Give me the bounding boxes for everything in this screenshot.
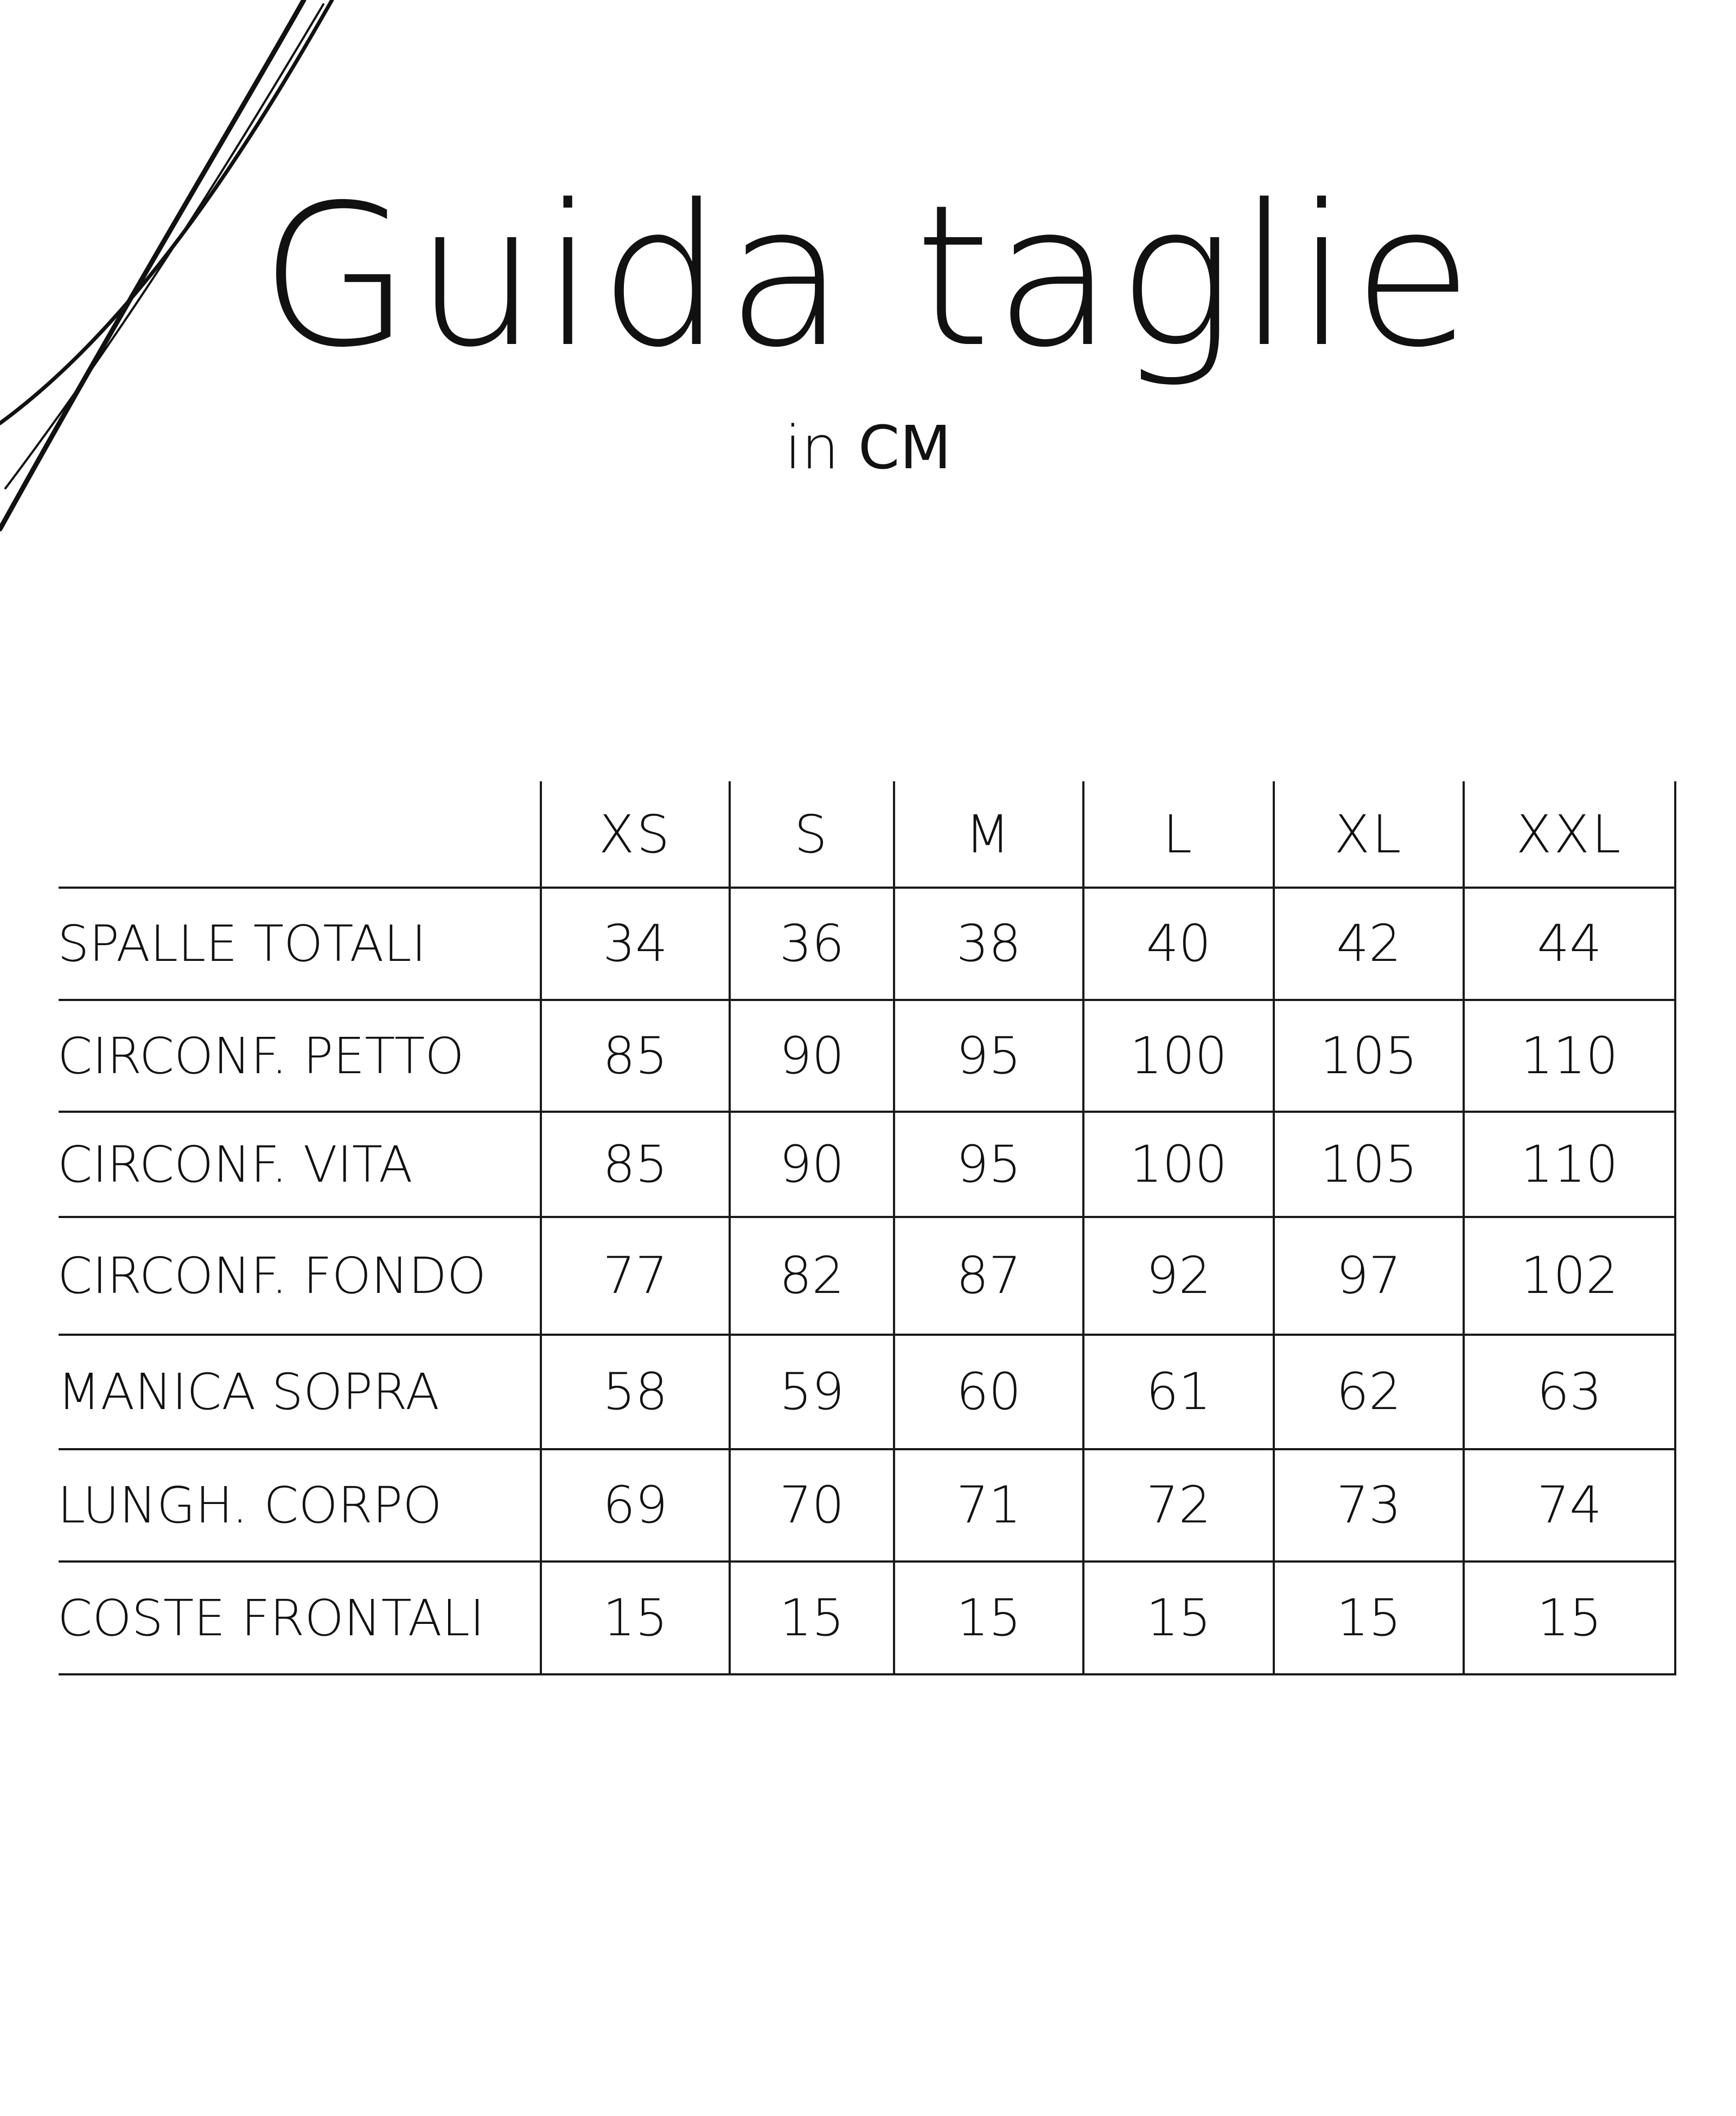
measurement-value: 110	[1521, 1026, 1618, 1086]
size-header-xl: XL	[1334, 804, 1403, 865]
subtitle-prefix: in	[784, 413, 839, 482]
page-title: Guida taglie	[259, 163, 1477, 390]
measurement-value: 15	[1146, 1588, 1211, 1648]
measurement-value: 77	[603, 1246, 668, 1305]
measurement-value: 74	[1537, 1476, 1602, 1535]
measurement-value: 61	[1146, 1362, 1211, 1422]
measurement-value: 59	[779, 1362, 845, 1422]
measurement-value: 110	[1521, 1135, 1618, 1194]
measurement-value: 73	[1336, 1476, 1401, 1535]
measurement-value: 85	[603, 1026, 668, 1086]
measurement-value: 105	[1320, 1026, 1418, 1086]
measurement-value: 42	[1336, 914, 1401, 973]
measurement-value: 102	[1521, 1246, 1618, 1305]
measurement-value: 71	[956, 1476, 1022, 1535]
measurement-value: 90	[779, 1026, 845, 1086]
measurement-label: MANICA SOPRA	[58, 1363, 440, 1421]
measurement-label: COSTE FRONTALI	[58, 1589, 485, 1647]
measurement-value: 100	[1129, 1026, 1228, 1086]
measurement-value: 82	[779, 1246, 845, 1305]
measurement-value: 100	[1129, 1135, 1228, 1194]
measurement-value: 72	[1146, 1476, 1211, 1535]
measurement-value: 95	[956, 1026, 1022, 1086]
measurement-value: 34	[603, 914, 668, 973]
measurement-value: 36	[779, 914, 845, 973]
measurement-value: 95	[956, 1135, 1022, 1194]
measurement-value: 15	[956, 1588, 1022, 1648]
measurement-value: 63	[1537, 1362, 1602, 1422]
size-header-xxl: XXL	[1516, 804, 1623, 865]
measurement-label: CIRCONF. VITA	[58, 1135, 413, 1194]
measurement-value: 15	[779, 1588, 845, 1648]
measurement-value: 15	[603, 1588, 668, 1648]
measurement-value: 15	[1336, 1588, 1401, 1648]
measurement-label: LUNGH. CORPO	[58, 1476, 442, 1534]
measurement-label: CIRCONF. FONDO	[58, 1247, 487, 1305]
size-header-l: L	[1163, 804, 1195, 865]
measurement-value: 92	[1146, 1246, 1211, 1305]
measurement-value: 44	[1537, 914, 1602, 973]
size-header-xs: XS	[598, 804, 672, 865]
measurement-value: 62	[1336, 1362, 1401, 1422]
size-header-s: S	[794, 804, 829, 865]
measurement-value: 69	[603, 1476, 668, 1535]
measurement-value: 40	[1146, 914, 1211, 973]
measurement-value: 90	[779, 1135, 845, 1194]
measurement-value: 70	[779, 1476, 845, 1535]
size-header-m: M	[965, 804, 1012, 865]
measurement-label: SPALLE TOTALI	[58, 915, 426, 973]
measurement-value: 38	[956, 914, 1022, 973]
measurement-value: 87	[956, 1246, 1022, 1305]
measurement-value: 97	[1336, 1246, 1401, 1305]
measurement-value: 85	[603, 1135, 668, 1194]
measurement-label: CIRCONF. PETTO	[58, 1027, 464, 1085]
measurement-value: 58	[603, 1362, 668, 1422]
measurement-value: 60	[956, 1362, 1022, 1422]
measurement-value: 15	[1537, 1588, 1602, 1648]
measurement-value: 105	[1320, 1135, 1418, 1194]
subtitle-unit: CM	[858, 413, 952, 482]
